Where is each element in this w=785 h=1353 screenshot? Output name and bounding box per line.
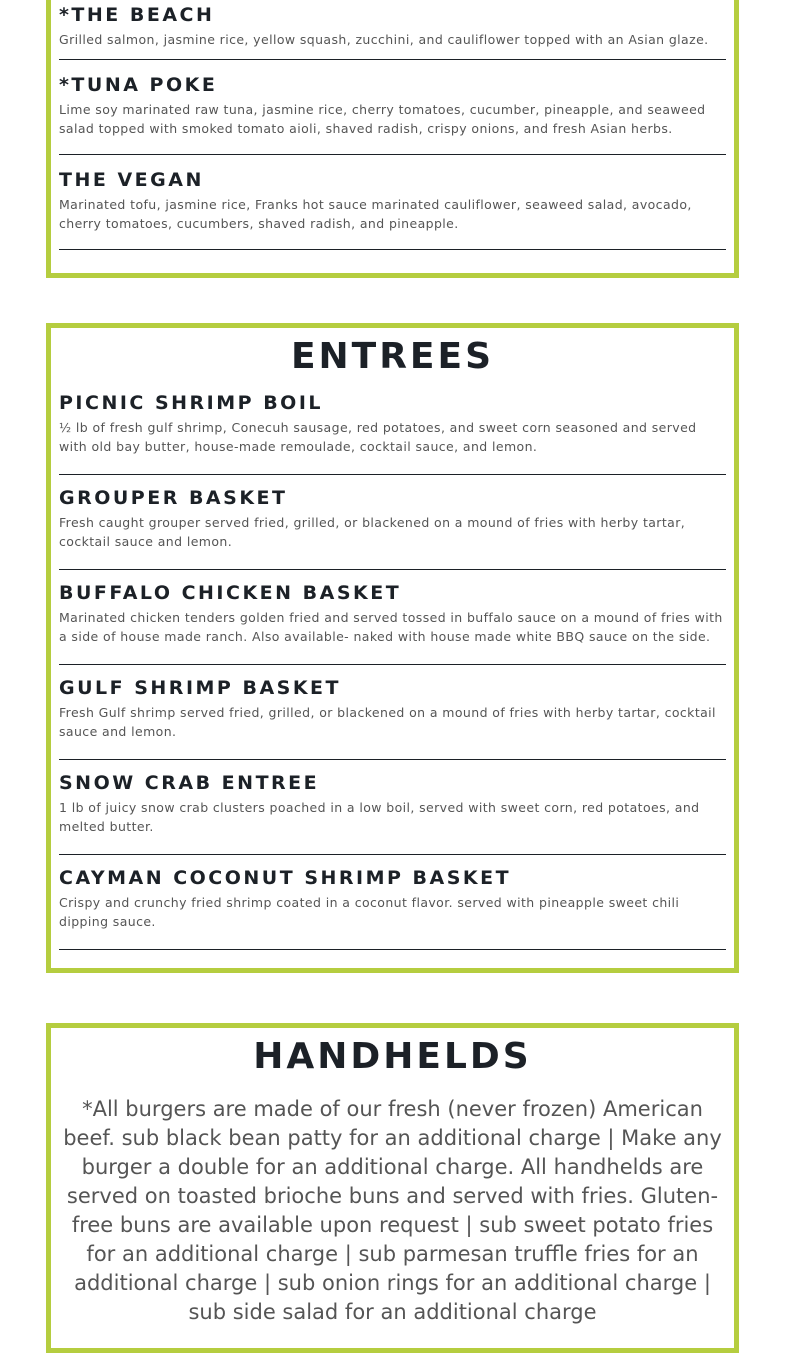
item-description: Marinated chicken tenders golden fried and served tossed in buffalo sauce on a mound of fries with a side of house made ranch. Also available- naked with house made white BBQ sauce on the side. bbox=[59, 610, 723, 644]
item-description: Fresh caught grouper served fried, grilled, or blackened on a mound of fries with herby tartar, cocktail sauce and lemon. bbox=[59, 515, 686, 549]
item-description: Lime soy marinated raw tuna, jasmine rice, cherry tomatoes, cucumber, pineapple, and seaweed salad topped with smoked tomato aioli, shaved radish, crispy onions, and fresh Asian herbs. bbox=[59, 102, 706, 136]
item-name: THE VEGAN bbox=[59, 169, 204, 191]
item-description: Marinated tofu, jasmine rice, Franks hot sauce marinated cauliflower, seaweed salad, avocado, cherry tomatoes, cucumbers, shaved radish, and pineapple. bbox=[59, 197, 692, 231]
item-description: ½ lb of fresh gulf shrimp, Conecuh sausage, red potatoes, and sweet corn seasoned and served with old bay butter, house-made remoulade, cocktail sauce, and lemon. bbox=[59, 420, 697, 454]
item-name: *THE BEACH bbox=[59, 4, 215, 26]
menu-item bbox=[59, 676, 726, 760]
item-name: BUFFALO CHICKEN BASKET bbox=[59, 582, 402, 604]
menu-item bbox=[59, 3, 726, 60]
menu-item bbox=[59, 866, 726, 950]
item-description: Crispy and crunchy fried shrimp coated in a coconut flavor. served with pineapple sweet chili dipping sauce. bbox=[59, 895, 680, 929]
item-name: PICNIC SHRIMP BOIL bbox=[59, 392, 324, 414]
item-description: Grilled salmon, jasmine rice, yellow squash, zucchini, and cauliflower topped with an Asian glaze. bbox=[59, 32, 709, 47]
item-name: SNOW CRAB ENTREE bbox=[59, 772, 320, 794]
section-title: ENTREES bbox=[290, 336, 495, 377]
item-name: GULF SHRIMP BASKET bbox=[59, 677, 341, 699]
item-name: *TUNA POKE bbox=[59, 74, 218, 96]
entrees-section bbox=[46, 323, 739, 973]
handhelds-note: *All burgers are made of our fresh (never frozen) American beef. sub black bean patty for an additional charge | Make any burger a double for an additional charge. All handhelds are served on toasted brioche buns and served with fries. Gluten-free buns are available upon request | sub sweet potato fries for an additional charge | sub parmesan truffle fries for an additional charge | sub onion rings for an additional charge | sub side salad for an additional charge bbox=[63, 1097, 722, 1324]
section-title: HANDHELDS bbox=[253, 1036, 532, 1077]
menu-item bbox=[59, 168, 726, 250]
item-description: 1 lb of juicy snow crab clusters poached in a low boil, served with sweet corn, red potatoes, and melted butter. bbox=[59, 800, 700, 834]
handhelds-section bbox=[46, 1023, 739, 1353]
bowls-section bbox=[46, 0, 739, 278]
item-name: GROUPER BASKET bbox=[59, 487, 288, 509]
menu-item bbox=[59, 581, 726, 665]
menu-item bbox=[59, 486, 726, 570]
item-description: Fresh Gulf shrimp served fried, grilled, or blackened on a mound of fries with herby tartar, cocktail sauce and lemon. bbox=[59, 705, 716, 739]
item-name: CAYMAN COCONUT SHRIMP BASKET bbox=[59, 867, 512, 889]
menu-item bbox=[59, 391, 726, 475]
menu-item bbox=[59, 73, 726, 155]
menu-item bbox=[59, 771, 726, 855]
